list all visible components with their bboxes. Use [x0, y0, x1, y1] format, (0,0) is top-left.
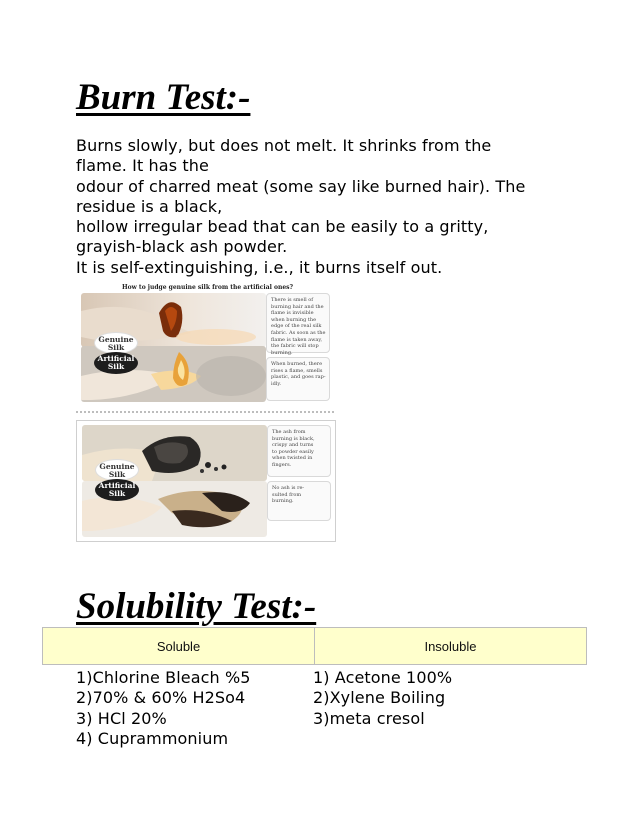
- desc-line: burning.: [272, 498, 294, 505]
- desc-line: There is smell of: [271, 297, 314, 303]
- desc-line: sulted from: [272, 491, 302, 498]
- figure-caption: How to judge genuine silk from the artificial ones?: [122, 284, 294, 291]
- list-item: 2)Xylene Boiling: [313, 688, 446, 708]
- artificial-silk-label: [95, 479, 139, 501]
- list-item: 3)meta cresol: [313, 708, 425, 728]
- desc-line: fingers.: [272, 461, 292, 468]
- genuine-silk-label: [95, 459, 139, 481]
- list-item: 4) Cuprammonium: [76, 728, 229, 748]
- paragraph-line: odour of charred meat (some say like burned hair). The: [76, 176, 526, 196]
- desc-line: to powder easily: [272, 448, 314, 455]
- label-line: Silk: [108, 470, 126, 479]
- soluble-list: [76, 668, 251, 749]
- burn-test-heading: Burn Test:-: [76, 77, 251, 118]
- label-line: Genuine: [99, 462, 135, 471]
- paragraph-line: residue is a black,: [76, 196, 223, 216]
- paragraph-line: hollow irregular bead that can be easily to a gritty,: [76, 217, 489, 237]
- desc-line: fabric. As soon as the: [271, 329, 326, 336]
- desc-line: when twisted in: [272, 455, 313, 462]
- insoluble-list: [313, 668, 452, 729]
- genuine-silk-burn-description: [266, 293, 330, 356]
- label-line: Silk: [108, 489, 126, 498]
- list-item: 1) Acetone 100%: [313, 668, 453, 687]
- paragraph-line: flame. It has the: [76, 156, 209, 176]
- desc-line: When burned, there: [271, 361, 323, 367]
- desc-line: flame is taken away,: [271, 336, 323, 343]
- silk-ash-figure-bottom: [76, 420, 336, 542]
- burn-test-paragraph: [76, 136, 556, 278]
- list-item: 2)70% & 60% H2So4: [76, 688, 246, 708]
- desc-line: burning hair and the: [271, 303, 324, 310]
- desc-line: No ash is re-: [272, 485, 305, 491]
- figure-divider: [76, 411, 334, 413]
- solubility-test-heading: Solubility Test:-: [76, 586, 317, 627]
- label-line: Silk: [107, 343, 125, 352]
- desc-line: when burning the: [271, 316, 317, 323]
- genuine-silk-label: [94, 332, 138, 354]
- desc-line: flame is invisible: [271, 310, 314, 317]
- paragraph-line: Burns slowly, but does not melt. It shrinks from the: [76, 136, 492, 155]
- artificial-silk-burn-description: [266, 357, 330, 401]
- insoluble-column-header: Insoluble: [314, 628, 586, 664]
- list-item: 3) HCl 20%: [76, 708, 167, 728]
- artificial-silk-label: [94, 352, 138, 374]
- genuine-silk-ash-description: [267, 425, 331, 477]
- label-line: Silk: [107, 362, 125, 371]
- silk-burn-figure-top: [76, 284, 334, 408]
- desc-line: rises a flame, smells: [271, 367, 323, 374]
- paragraph-line: It is self-extinguishing, i.e., it burns itself out.: [76, 257, 443, 277]
- desc-line: idly.: [271, 380, 282, 387]
- desc-line: The ash from: [272, 429, 306, 435]
- desc-line: edge of the real silk: [271, 323, 322, 330]
- desc-line: crispy and turns: [272, 442, 314, 449]
- solubility-table-header: [42, 627, 587, 665]
- desc-line: burning.: [271, 349, 293, 356]
- label-line: Artificial: [97, 354, 135, 363]
- desc-line: burning is black,: [272, 435, 315, 442]
- desc-line: the fabric will stop: [271, 343, 319, 350]
- label-line: Artificial: [98, 481, 136, 490]
- soluble-column-header: Soluble: [156, 638, 201, 654]
- desc-line: plastic, and goes rap-: [271, 374, 326, 381]
- artificial-silk-ash-description: [267, 481, 331, 521]
- label-line: Genuine: [98, 335, 134, 344]
- paragraph-line: grayish-black ash powder.: [76, 237, 288, 257]
- list-item: 1)Chlorine Bleach %5: [76, 668, 251, 687]
